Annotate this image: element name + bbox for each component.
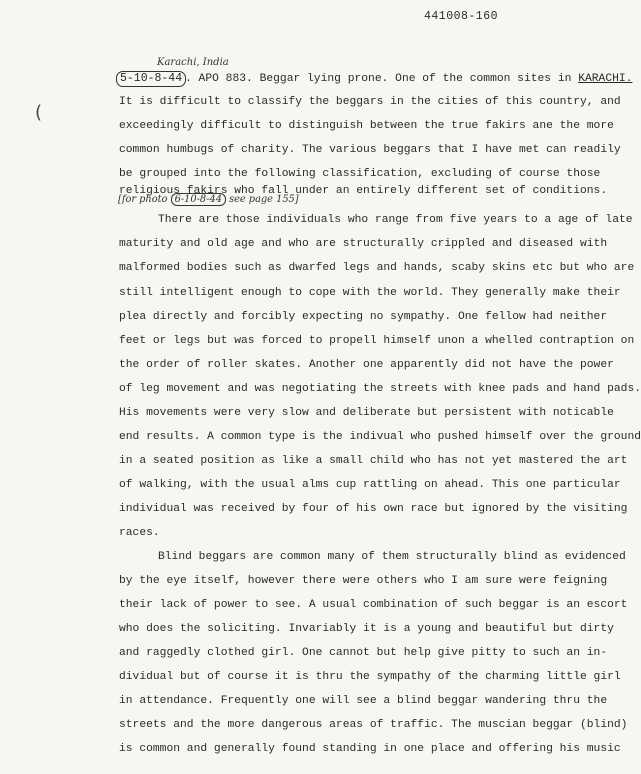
text-line: still intelligent enough to cope with the world. They generally make their: [119, 287, 621, 299]
text-line: their lack of power to see. A usual combination of such beggar is an escort: [119, 599, 628, 611]
text-line: end results. A common type is the indivual who pushed himself over the ground: [119, 431, 641, 443]
text-line: in attendance. Frequently one will see a blind beggar wandering thru the: [119, 695, 608, 707]
text-line: races.: [119, 527, 160, 539]
text-line: individual was received by four of his own race but ignored by the visiting: [119, 503, 628, 515]
text-line: It is difficult to classify the beggars in the cities of this country, and: [119, 96, 621, 108]
handwritten-date-stamp: 5-10-8-44: [116, 71, 186, 87]
handwritten-place-note: Karachi, India: [157, 57, 229, 68]
document-id: 441008-160: [424, 10, 499, 23]
text-line: common humbugs of charity. The various beggars that I have met can readily: [119, 144, 621, 156]
text-line: dividual but of course it is thru the sympathy of the charming little girl: [119, 671, 621, 683]
text-line: in a seated position as like a small child who has not yet mastered the art: [119, 455, 628, 467]
photo-reference: 6-10-8-44: [171, 193, 226, 206]
text-line: malformed bodies such as dwarfed legs and hands, scaby skins etc but who are: [119, 262, 635, 274]
text-line: Blind beggars are common many of them structurally blind as evidenced: [158, 551, 626, 563]
text-line: feet or legs but was forced to propell himself unon a whelled contraption on: [119, 335, 635, 347]
first-text-line: [185, 72, 632, 86]
text-line: of leg movement and was negotiating the streets with knee pads and hand pads.: [119, 383, 641, 395]
photo-note-suffix: see page 155]: [229, 194, 299, 205]
city-name: KARACHI.: [578, 73, 633, 85]
text-line: by the eye itself, however there were others who I am sure were feigning: [119, 575, 608, 587]
text-line: There are those individuals who range from five years to a age of late: [158, 214, 633, 226]
apo-number: . APO 883.: [185, 73, 253, 85]
text-line: who does the soliciting. Invariably it is a young and beautiful but dirty: [119, 623, 614, 635]
text-line: is common and generally found standing in one place and offering his music: [119, 743, 621, 755]
text-line: streets and the more dangerous areas of traffic. The muscian beggar (blind): [119, 719, 628, 731]
photo-note-prefix: [for photo: [118, 194, 168, 205]
text-line: exceedingly difficult to distinguish between the true fakirs ane the more: [119, 120, 614, 132]
text-line: and raggedly clothed girl. One cannot but help give pitty to such an in-: [119, 647, 608, 659]
text-line: be grouped into the following classification, excluding of course those: [119, 168, 601, 180]
text-line: religious fakirs who fall under an entirely different set of conditions.: [119, 185, 608, 197]
punch-hole-mark: (: [35, 102, 43, 123]
text-line: maturity and old age and who are structurally crippled and diseased with: [119, 238, 608, 250]
text-line: His movements were very slow and deliberate but persistent with noticable: [119, 407, 614, 419]
handwritten-photo-note: [118, 194, 299, 205]
text-line: the order of roller skates. Another one apparently did not have the power: [119, 359, 614, 371]
text-line: plea directly and forcibly expecting no sympathy. One fellow had neither: [119, 311, 608, 323]
text-line: of walking, with the usual alms cup rattling on ahead. This one particular: [119, 479, 621, 491]
first-line-text: Beggar lying prone. One of the common sites in: [252, 73, 579, 85]
